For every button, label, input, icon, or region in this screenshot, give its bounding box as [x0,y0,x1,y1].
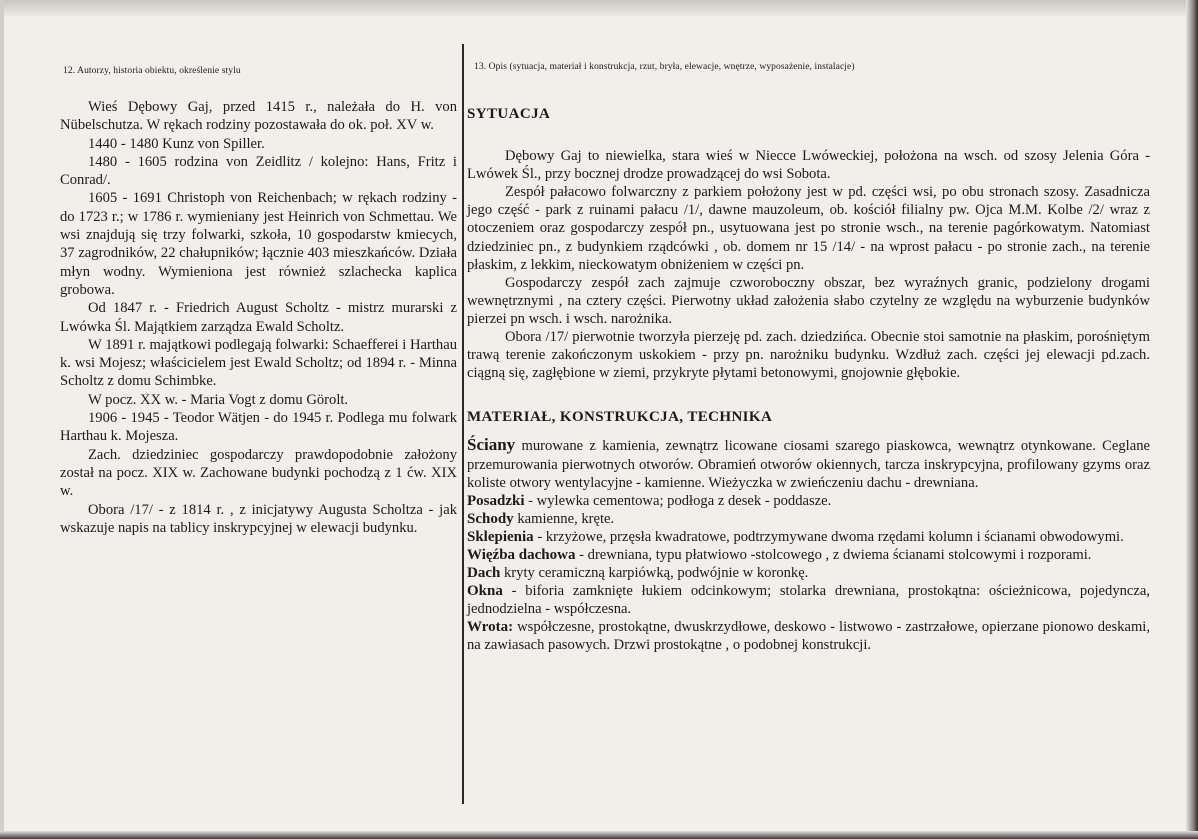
scan-edge-bottom [0,831,1198,839]
history-paragraph: 1440 - 1480 Kunz von Spiller. [88,135,265,152]
material-text: - krzyżowe, przęsła kwadratowe, podtrzymywane dwoma rzędami kolumn i ścianami obwodowymi. [533,528,1124,545]
material-item [467,582,1150,618]
material-term: Wrota: [467,619,514,636]
description-column [467,105,1150,655]
material-item [467,618,1150,654]
history-paragraph: Zach. dziedziniec gospodarczy prawdopodobnie założony został na pocz. XIX w. Zachowane budynki pochodzą z 1 ćw. XIX w. [60,446,457,500]
situation-paragraph: Obora /17/ pierwotnie tworzyła pierzeję pd. zach. dziedzińca. Obecnie stoi samotnie na płaskim, porośniętym trawą terenie zakończonym uskokiem - przy pn. narożniku budynku. Wzdłuż zach. części jej elewacji pd.zach. ciągną się, zagłębione w ziemi, przykryte płytami betonowymi, gnojownie głębokie. [467,329,1150,382]
history-paragraph: W 1891 r. majątkowi podlegają folwarki: Schaefferei i Harthau k. wsi Mojesz; właścicielem jest Ewald Scholtz; od 1894 r. - Minna Scholtz z domu Schimbke. [60,336,457,390]
column-divider [462,44,464,804]
history-paragraph: W pocz. XX w. - Maria Vogt z domu Görolt. [88,391,349,408]
material-text: murowane z kamienia, zewnątrz licowane ciosami szarego piaskowca, wewnątrz otynkowane. Ceglane przemurowania pierwotnych otworów. Obramień otworów okiennych, tarcza inskrypcyjna, profilowany gzyms oraz koliste otwory wentylacyjne - kamienne. Wieżyczka w zwieńczeniu dachu - drewniana. [467,438,1150,491]
material-term: Sklepienia [467,528,534,545]
left-column-header: 12. Autorzy, historia obiektu, określenie stylu [63,66,241,76]
scan-edge-left [0,0,4,839]
material-term: Schody [467,510,514,527]
material-item [467,564,1150,582]
situation-paragraph: Gospodarczy zespół zach zajmuje czworoboczny obszar, bez wyraźnych granic, podzielony drogami wewnętrznymi , na cztery części. Pierwotny układ założenia słabo czytelny ze względu na wyburzenie budynków pierzei pn wsch. i wsch. narożnika. [467,274,1150,327]
material-term: Dach [467,565,501,582]
material-term: Ściany [467,435,516,455]
history-paragraph: Wieś Dębowy Gaj, przed 1415 r., należała do H. von Nübelschutza. W rękach rodziny pozostawała do ok. poł. XV w. [60,99,457,134]
material-term: Posadzki [467,492,525,509]
material-item [467,510,1150,528]
history-column [60,98,457,537]
situation-paragraph: Zespół pałacowo folwarczny z parkiem położony jest w pd. części wsi, po obu stronach szosy. Zasadnicza jego część - park z ruinami pałacu /1/, dawne mauzoleum, ob. kościół filialny pw. Ojca M.M. Kolbe /2/ wraz z otoczeniem oraz gospodarczy zespół pn., usytuowana jest po stronie wsch., na terenie pagórkowatym. Natomiast dziedziniec pn., z budynkiem rządcówki , ob. domem nr 15 /14/ - na wprost pałacu - po stronie zach., na terenie płaskim, z lekkim, nieckowatym obniżeniem w części pn. [467,184,1150,273]
material-item [467,528,1150,546]
material-text: - biforia zamknięte łukiem odcinkowym; stolarka drewniana, prostokątna: ościeżnicowa, pojedyncza, jednodzielna - współczesna. [467,583,1150,618]
material-item [467,546,1150,564]
material-item [467,492,1150,510]
situation-heading: SYTUACJA [467,106,551,122]
material-heading: MATERIAŁ, KONSTRUKCJA, TECHNIKA [467,409,773,426]
material-term: Okna [467,583,503,600]
material-item [467,436,1150,491]
scan-edge-top [0,0,1198,16]
history-paragraph: 1480 - 1605 rodzina von Zeidlitz / kolejno: Hans, Fritz i Conrad/. [60,153,457,189]
history-paragraph: Od 1847 r. - Friedrich August Scholtz - mistrz murarski z Lwówka Śl. Majątkiem zarządza Ewald Scholtz. [60,300,457,335]
right-column-header: 13. Opis (sytuacja, materiał i konstrukcja, rzut, bryła, elewacje, wnętrze, wyposażenie, instalacje) [474,62,855,72]
history-paragraph: Obora /17/ - z 1814 r. , z inicjatywy Augusta Scholtza - jak wskazuje napis na tablicy inskrypcyjnej w elewacji budynku. [60,501,457,536]
material-text: - drewniana, typu płatwiowo -stolcowego , z dwiema ścianami stolcowymi i rozporami. [575,546,1092,563]
material-text: kryty ceramiczną karpiówką, podwójnie w koronkę. [500,565,809,582]
material-text: - wylewka cementowa; podłoga z desek - poddasze. [524,492,832,509]
material-term: Więźba dachowa [467,546,576,563]
material-text: współczesne, prostokątne, dwuskrzydłowe, deskowo - listwowo - zastrzałowe, opierzane pionowo deskami, na zawiasach pasowych. Drzwi prostokątne , o podobnej konstrukcji. [467,619,1150,654]
history-paragraph: 1605 - 1691 Christoph von Reichenbach; w rękach rodziny - do 1723 r.; w 1786 r. wymieniany jest Heinrich von Schmettau. We wsi znajdują się trzy folwarki, szkoła, 10 gospodarstw kmiecych, 37 zagrodników, 22 chałupników; łącznie 403 mieszkańców. Działa młyn wodny. Wymieniona jest również szlachecka kaplica grobowa. [60,190,457,298]
scan-edge-right [1186,0,1198,839]
situation-paragraph: Dębowy Gaj to niewielka, stara wieś w Niecce Lwóweckiej, położona na wsch. od szosy Jelenia Góra - Lwówek Śl., przy bocznej drodze prowadzącej do wsi Sobota. [467,148,1150,183]
material-text: kamienne, kręte. [513,510,615,527]
history-paragraph: 1906 - 1945 - Teodor Wätjen - do 1945 r. Podlega mu folwark Harthau k. Mojesza. [60,410,457,445]
